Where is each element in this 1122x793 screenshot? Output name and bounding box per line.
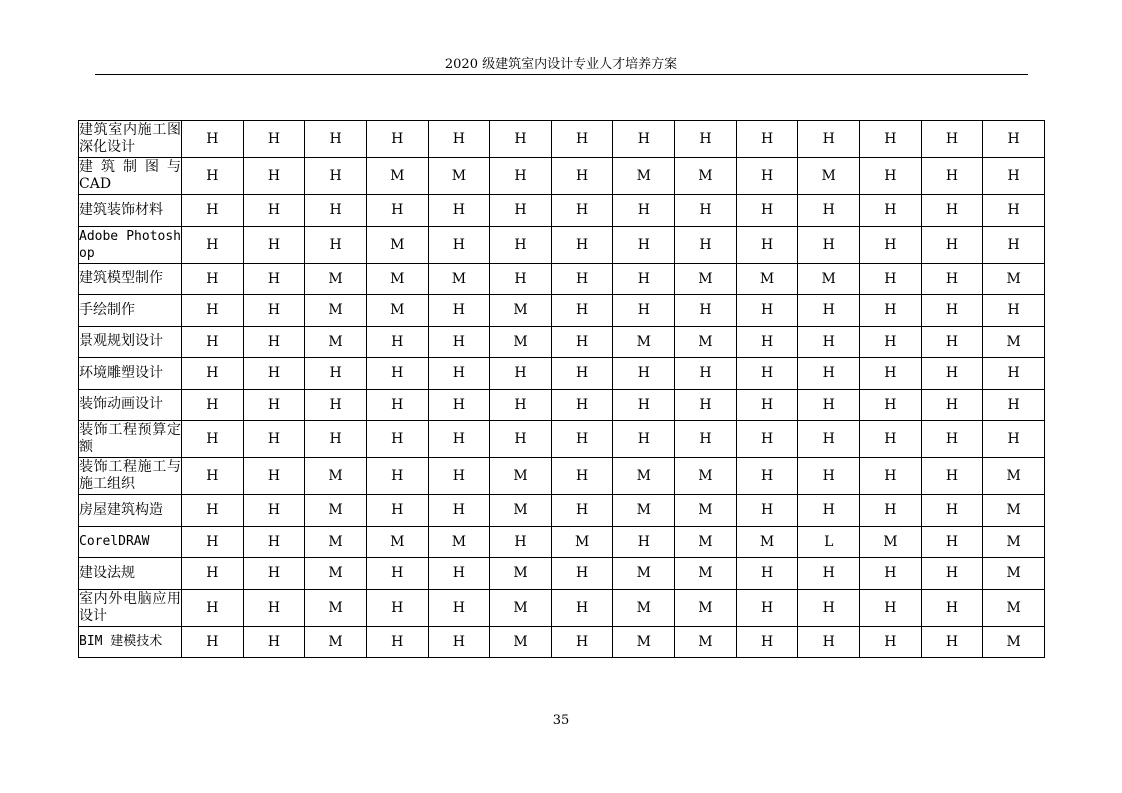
rating-cell: H	[551, 158, 613, 195]
rating-cell: H	[736, 358, 798, 390]
rating-cell: H	[551, 589, 613, 626]
rating-cell: H	[921, 121, 983, 158]
rating-cell: H	[736, 626, 798, 658]
rating-cell: H	[305, 195, 367, 227]
rating-cell: M	[366, 226, 428, 263]
course-name: 装饰动画设计	[79, 396, 163, 413]
rating-cell: H	[860, 226, 922, 263]
table-row	[79, 326, 1045, 358]
course-name: 手绘制作	[79, 301, 135, 318]
rating-cell: H	[613, 226, 675, 263]
rating-cell: H	[921, 226, 983, 263]
table-row	[79, 558, 1045, 590]
rating-cell: H	[182, 495, 244, 527]
rating-cell: H	[366, 626, 428, 658]
rating-cell: H	[428, 458, 490, 495]
rating-cell: M	[675, 558, 737, 590]
course-name: 建筑室内施工图深化设计	[79, 122, 181, 155]
rating-cell: H	[243, 421, 305, 458]
rating-cell: H	[305, 421, 367, 458]
rating-cell: M	[305, 626, 367, 658]
rating-cell: M	[675, 458, 737, 495]
rating-cell: H	[613, 358, 675, 390]
course-name: 建筑装饰材料	[79, 201, 163, 218]
rating-cell: H	[428, 295, 490, 327]
rating-cell: H	[798, 558, 860, 590]
rating-cell: M	[798, 263, 860, 295]
rating-cell: H	[675, 358, 737, 390]
rating-cell: M	[490, 295, 552, 327]
rating-cell: H	[428, 626, 490, 658]
rating-cell: H	[921, 263, 983, 295]
table-row	[79, 421, 1045, 458]
rating-cell: H	[243, 295, 305, 327]
rating-cell: H	[983, 358, 1045, 390]
rating-cell: M	[428, 158, 490, 195]
rating-cell: H	[983, 158, 1045, 195]
rating-cell: H	[613, 121, 675, 158]
rating-cell: H	[860, 295, 922, 327]
rating-cell: H	[675, 295, 737, 327]
course-name-cell	[79, 121, 182, 158]
rating-cell: H	[490, 526, 552, 558]
rating-cell: H	[428, 495, 490, 527]
course-name-cell	[79, 358, 182, 390]
rating-cell: M	[366, 158, 428, 195]
rating-cell: H	[551, 358, 613, 390]
course-name-cell	[79, 226, 182, 263]
rating-cell: H	[182, 295, 244, 327]
rating-cell: H	[983, 195, 1045, 227]
rating-cell: H	[921, 158, 983, 195]
rating-cell: H	[243, 158, 305, 195]
rating-cell: H	[305, 389, 367, 421]
rating-cell: H	[182, 158, 244, 195]
rating-cell: M	[551, 526, 613, 558]
rating-cell: M	[983, 263, 1045, 295]
rating-cell: H	[490, 226, 552, 263]
table-row	[79, 358, 1045, 390]
course-name-cell	[79, 626, 182, 658]
rating-cell: H	[182, 326, 244, 358]
rating-cell: H	[428, 558, 490, 590]
rating-cell: M	[490, 458, 552, 495]
rating-cell: H	[736, 495, 798, 527]
rating-cell: H	[490, 158, 552, 195]
rating-cell: H	[366, 358, 428, 390]
rating-cell: M	[983, 326, 1045, 358]
rating-cell: H	[983, 295, 1045, 327]
rating-cell: H	[736, 558, 798, 590]
table-row	[79, 195, 1045, 227]
rating-cell: H	[736, 389, 798, 421]
rating-cell: H	[490, 195, 552, 227]
rating-cell: H	[675, 195, 737, 227]
rating-cell: M	[428, 263, 490, 295]
rating-cell: H	[366, 389, 428, 421]
rating-cell: H	[182, 421, 244, 458]
rating-cell: H	[798, 195, 860, 227]
rating-cell: H	[921, 558, 983, 590]
rating-cell: H	[305, 158, 367, 195]
matrix-body	[79, 121, 1045, 658]
rating-cell: H	[736, 589, 798, 626]
rating-cell: H	[798, 226, 860, 263]
course-name-cell	[79, 326, 182, 358]
rating-cell: H	[366, 326, 428, 358]
table-row	[79, 295, 1045, 327]
rating-cell: H	[798, 358, 860, 390]
rating-cell: M	[983, 626, 1045, 658]
rating-cell: H	[243, 558, 305, 590]
rating-cell: H	[798, 589, 860, 626]
course-name: 装饰工程施工与施工组织	[79, 459, 181, 492]
page-header-title: 2020 级建筑室内设计专业人才培养方案	[444, 57, 678, 72]
rating-cell: H	[243, 589, 305, 626]
rating-cell: H	[490, 121, 552, 158]
rating-cell: H	[921, 421, 983, 458]
rating-cell: H	[243, 626, 305, 658]
rating-cell: H	[490, 358, 552, 390]
rating-cell: M	[860, 526, 922, 558]
rating-cell: H	[182, 263, 244, 295]
rating-cell: H	[305, 226, 367, 263]
rating-cell: M	[366, 295, 428, 327]
rating-cell: H	[551, 226, 613, 263]
rating-cell: M	[675, 158, 737, 195]
rating-cell: H	[428, 226, 490, 263]
rating-cell: H	[921, 626, 983, 658]
rating-cell: H	[428, 358, 490, 390]
rating-cell: H	[860, 389, 922, 421]
rating-cell: H	[490, 389, 552, 421]
rating-cell: H	[860, 626, 922, 658]
rating-cell: H	[736, 121, 798, 158]
rating-cell: H	[921, 458, 983, 495]
course-name: 房屋建筑构造	[79, 501, 163, 518]
rating-cell: H	[551, 495, 613, 527]
rating-cell: H	[366, 421, 428, 458]
rating-cell: H	[428, 421, 490, 458]
rating-cell: H	[305, 121, 367, 158]
rating-cell: M	[613, 626, 675, 658]
rating-cell: H	[182, 458, 244, 495]
rating-cell: M	[983, 458, 1045, 495]
rating-cell: H	[921, 589, 983, 626]
course-name: BIM 建模技术	[79, 634, 163, 650]
rating-cell: H	[551, 421, 613, 458]
table-row	[79, 158, 1045, 195]
rating-cell: H	[613, 295, 675, 327]
rating-cell: H	[798, 421, 860, 458]
rating-cell: H	[428, 326, 490, 358]
course-name: CorelDRAW	[79, 534, 150, 550]
rating-cell: M	[736, 526, 798, 558]
rating-cell: H	[366, 589, 428, 626]
course-name-cell	[79, 589, 182, 626]
rating-cell: H	[366, 458, 428, 495]
course-name: 装饰工程预算定额	[79, 422, 181, 455]
course-name: 景观规划设计	[79, 333, 163, 350]
table-row	[79, 589, 1045, 626]
rating-cell: H	[675, 121, 737, 158]
rating-cell: H	[243, 121, 305, 158]
rating-cell: M	[305, 589, 367, 626]
rating-cell: H	[860, 121, 922, 158]
course-name-cell	[79, 526, 182, 558]
rating-cell: M	[366, 263, 428, 295]
rating-cell: H	[798, 495, 860, 527]
rating-cell: H	[305, 358, 367, 390]
course-name: 建 筑 制 图 与 CAD	[79, 159, 181, 192]
rating-cell: H	[860, 458, 922, 495]
rating-cell: H	[613, 526, 675, 558]
rating-cell: M	[428, 526, 490, 558]
rating-cell: H	[613, 421, 675, 458]
course-name: 建筑模型制作	[79, 270, 163, 287]
rating-cell: H	[551, 121, 613, 158]
rating-cell: H	[182, 195, 244, 227]
rating-cell: M	[675, 495, 737, 527]
rating-cell: M	[305, 458, 367, 495]
rating-cell: H	[366, 495, 428, 527]
rating-cell: M	[613, 589, 675, 626]
rating-cell: H	[736, 226, 798, 263]
rating-cell: M	[613, 158, 675, 195]
rating-cell: M	[736, 263, 798, 295]
rating-cell: H	[860, 558, 922, 590]
course-name-cell	[79, 295, 182, 327]
header-rule	[95, 74, 1028, 75]
rating-cell: H	[182, 626, 244, 658]
rating-cell: H	[798, 458, 860, 495]
rating-cell: H	[551, 263, 613, 295]
rating-cell: M	[613, 458, 675, 495]
rating-cell: H	[551, 626, 613, 658]
rating-cell: H	[428, 589, 490, 626]
rating-cell: M	[366, 526, 428, 558]
course-name-cell	[79, 263, 182, 295]
course-name-cell	[79, 558, 182, 590]
rating-cell: M	[305, 263, 367, 295]
rating-cell: M	[983, 526, 1045, 558]
table-row	[79, 495, 1045, 527]
rating-cell: M	[613, 326, 675, 358]
table-row	[79, 458, 1045, 495]
rating-cell: H	[983, 226, 1045, 263]
rating-cell: H	[366, 558, 428, 590]
rating-cell: M	[305, 495, 367, 527]
rating-cell: M	[675, 263, 737, 295]
rating-cell: H	[860, 195, 922, 227]
rating-cell: M	[675, 526, 737, 558]
course-name-cell	[79, 158, 182, 195]
rating-cell: H	[736, 195, 798, 227]
rating-cell: M	[490, 326, 552, 358]
rating-cell: H	[243, 495, 305, 527]
rating-cell: H	[860, 589, 922, 626]
rating-cell: H	[182, 389, 244, 421]
rating-cell: H	[675, 389, 737, 421]
rating-cell: H	[921, 358, 983, 390]
rating-cell: H	[921, 526, 983, 558]
rating-cell: H	[182, 358, 244, 390]
rating-cell: M	[490, 495, 552, 527]
rating-cell: H	[182, 121, 244, 158]
course-name-cell	[79, 495, 182, 527]
rating-cell: M	[613, 558, 675, 590]
rating-cell: H	[736, 421, 798, 458]
table-row	[79, 121, 1045, 158]
table-row	[79, 526, 1045, 558]
rating-cell: H	[860, 421, 922, 458]
rating-cell: M	[613, 495, 675, 527]
rating-cell: H	[366, 121, 428, 158]
rating-cell: H	[182, 589, 244, 626]
rating-cell: M	[490, 558, 552, 590]
course-name: 环境雕塑设计	[79, 364, 163, 381]
rating-cell: H	[798, 389, 860, 421]
rating-cell: M	[675, 589, 737, 626]
rating-cell: M	[983, 589, 1045, 626]
rating-cell: H	[798, 626, 860, 658]
rating-cell: H	[983, 389, 1045, 421]
course-name: 建设法规	[79, 564, 135, 581]
course-competency-matrix	[78, 120, 1045, 658]
rating-cell: H	[551, 295, 613, 327]
course-name-cell	[79, 421, 182, 458]
rating-cell: M	[983, 558, 1045, 590]
rating-cell: M	[983, 495, 1045, 527]
rating-cell: H	[551, 389, 613, 421]
rating-cell: H	[983, 121, 1045, 158]
rating-cell: H	[243, 326, 305, 358]
rating-cell: H	[983, 421, 1045, 458]
table-row	[79, 263, 1045, 295]
rating-cell: H	[243, 526, 305, 558]
table-row	[79, 389, 1045, 421]
rating-cell: H	[490, 421, 552, 458]
rating-cell: H	[428, 121, 490, 158]
rating-cell: H	[798, 121, 860, 158]
rating-cell: M	[490, 626, 552, 658]
page-number: 35	[552, 713, 570, 728]
rating-cell: H	[798, 326, 860, 358]
rating-cell: H	[613, 389, 675, 421]
rating-cell: M	[798, 158, 860, 195]
course-name: Adobe Photoshop	[79, 228, 181, 261]
rating-cell: H	[182, 558, 244, 590]
rating-cell: H	[366, 195, 428, 227]
rating-cell: H	[921, 495, 983, 527]
rating-cell: H	[428, 195, 490, 227]
rating-cell: H	[243, 226, 305, 263]
rating-cell: H	[860, 158, 922, 195]
rating-cell: M	[675, 626, 737, 658]
rating-cell: H	[243, 358, 305, 390]
table-row	[79, 226, 1045, 263]
rating-cell: M	[675, 326, 737, 358]
rating-cell: H	[921, 195, 983, 227]
rating-cell: H	[182, 526, 244, 558]
rating-cell: H	[921, 326, 983, 358]
rating-cell: H	[675, 421, 737, 458]
rating-cell: H	[490, 263, 552, 295]
table-row	[79, 626, 1045, 658]
rating-cell: H	[243, 458, 305, 495]
rating-cell: H	[860, 358, 922, 390]
rating-cell: H	[675, 226, 737, 263]
rating-cell: H	[551, 458, 613, 495]
rating-cell: M	[305, 295, 367, 327]
rating-cell: H	[736, 326, 798, 358]
rating-cell: H	[551, 558, 613, 590]
rating-cell: H	[613, 195, 675, 227]
rating-cell: M	[305, 558, 367, 590]
course-name-cell	[79, 458, 182, 495]
rating-cell: H	[551, 195, 613, 227]
rating-cell: M	[490, 589, 552, 626]
rating-cell: H	[551, 326, 613, 358]
rating-cell: H	[243, 195, 305, 227]
rating-cell: H	[243, 263, 305, 295]
rating-cell: H	[736, 295, 798, 327]
rating-cell: H	[921, 389, 983, 421]
rating-cell: L	[798, 526, 860, 558]
course-name-cell	[79, 195, 182, 227]
rating-cell: H	[243, 389, 305, 421]
rating-cell: H	[860, 263, 922, 295]
rating-cell: M	[305, 526, 367, 558]
course-name-cell	[79, 389, 182, 421]
rating-cell: H	[428, 389, 490, 421]
rating-cell: H	[860, 495, 922, 527]
rating-cell: M	[305, 326, 367, 358]
rating-cell: H	[860, 326, 922, 358]
rating-cell: H	[182, 226, 244, 263]
rating-cell: H	[736, 458, 798, 495]
rating-cell: H	[613, 263, 675, 295]
course-name: 室内外电脑应用设计	[79, 590, 181, 624]
rating-cell: H	[736, 158, 798, 195]
rating-cell: H	[798, 295, 860, 327]
rating-cell: H	[921, 295, 983, 327]
